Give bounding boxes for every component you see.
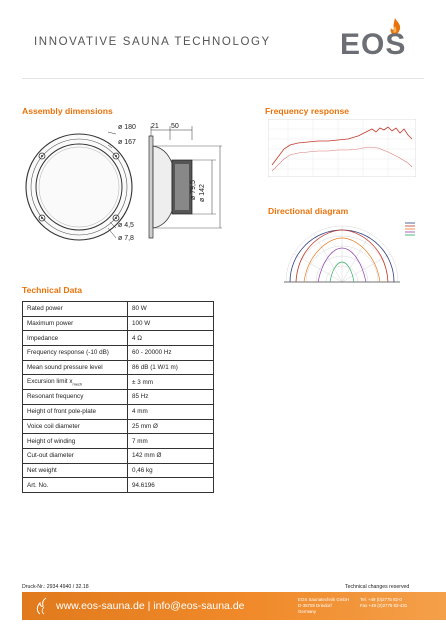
company-name: EOS Saunatechnik GmbH xyxy=(298,597,350,602)
spec-value: 25 mm Ø xyxy=(128,419,214,434)
flame-outline-icon xyxy=(34,597,50,615)
dim-180: ø 180 xyxy=(118,124,136,131)
spec-label: Excursion limit $x_{mech}$ xyxy=(23,375,128,390)
footer-contact-link[interactable]: www.eos-sauna.de | info@eos-sauna.de xyxy=(56,600,245,612)
table-row xyxy=(23,331,214,346)
technical-heading: Technical Data xyxy=(22,285,83,295)
dim-50: 50 xyxy=(171,123,179,130)
spec-label: Height of winding xyxy=(23,434,128,449)
spec-value: 86 dB (1 W/1 m) xyxy=(128,360,214,375)
directional-legend xyxy=(405,222,419,236)
spec-value: 85 Hz xyxy=(128,390,214,405)
spec-value: 100 W xyxy=(128,316,214,331)
table-row xyxy=(23,448,214,463)
spec-label: Rated power xyxy=(23,302,128,317)
table-row xyxy=(23,434,214,449)
spec-value: 7 mm xyxy=(128,434,214,449)
technical-changes: Technical changes reserved xyxy=(345,584,410,590)
spec-label: Cut-out diameter xyxy=(23,448,128,463)
table-row xyxy=(23,346,214,361)
spec-value: 60 - 20000 Hz xyxy=(128,346,214,361)
frequency-heading: Frequency response xyxy=(265,106,350,116)
technical-data-table xyxy=(22,301,214,493)
dim-795: ø 79,5 xyxy=(190,180,197,200)
spec-value: ± 3 mm xyxy=(128,375,214,390)
directional-diagram xyxy=(282,218,402,284)
spec-label: Art. No. xyxy=(23,478,128,493)
company-country: Germany xyxy=(298,609,317,614)
logo-text: EOS xyxy=(340,28,407,61)
spec-value: 4 mm xyxy=(128,404,214,419)
company-street: D-35759 Driedorf xyxy=(298,603,332,608)
speaker-side-view xyxy=(149,126,222,238)
table-row xyxy=(23,478,214,493)
speaker-front-view xyxy=(26,132,132,240)
print-number: Druck-Nr.: 2934 4940 / 32.18 xyxy=(22,584,89,590)
table-row xyxy=(23,302,214,317)
spec-label: Voice coil diameter xyxy=(23,419,128,434)
tagline: INNOVATIVE SAUNA TECHNOLOGY xyxy=(34,36,271,48)
dim-142: ø 142 xyxy=(199,184,206,202)
directional-heading: Directional diagram xyxy=(268,206,349,216)
spec-label: Net weight xyxy=(23,463,128,478)
spec-value: 80 W xyxy=(128,302,214,317)
dim-167: ø 167 xyxy=(118,139,136,146)
spec-label: Mean sound pressure level xyxy=(23,360,128,375)
frequency-response-plot xyxy=(268,119,416,177)
company-tel: Tel. +49 (0)2775 82-0 xyxy=(360,597,402,602)
company-address xyxy=(298,597,349,615)
dim-78: ø 7,8 xyxy=(118,235,134,242)
spec-value: 94.6196 xyxy=(128,478,214,493)
table-row xyxy=(23,390,214,405)
eos-logo xyxy=(340,18,420,62)
table-row xyxy=(23,316,214,331)
table-row xyxy=(23,404,214,419)
header-divider xyxy=(22,78,424,79)
company-phone xyxy=(360,597,407,609)
assembly-heading: Assembly dimensions xyxy=(22,106,113,116)
spec-value: 142 mm Ø xyxy=(128,448,214,463)
spec-value: 4 Ω xyxy=(128,331,214,346)
table-row xyxy=(23,360,214,375)
spec-label: Maximum power xyxy=(23,316,128,331)
dim-21: 21 xyxy=(151,123,159,130)
table-row xyxy=(23,419,214,434)
table-row xyxy=(23,463,214,478)
spec-label: Frequency response (-10 dB) xyxy=(23,346,128,361)
dim-45: ø 4,5 xyxy=(118,222,134,229)
spec-label: Height of front pole-plate xyxy=(23,404,128,419)
spec-label: Resonant frequency xyxy=(23,390,128,405)
spec-value: 0,46 kg xyxy=(128,463,214,478)
table-row xyxy=(23,375,214,390)
company-fax: Fax +49 (0)2775 82-431 xyxy=(360,603,408,608)
spec-label: Impedance xyxy=(23,331,128,346)
footer-banner xyxy=(22,592,446,620)
